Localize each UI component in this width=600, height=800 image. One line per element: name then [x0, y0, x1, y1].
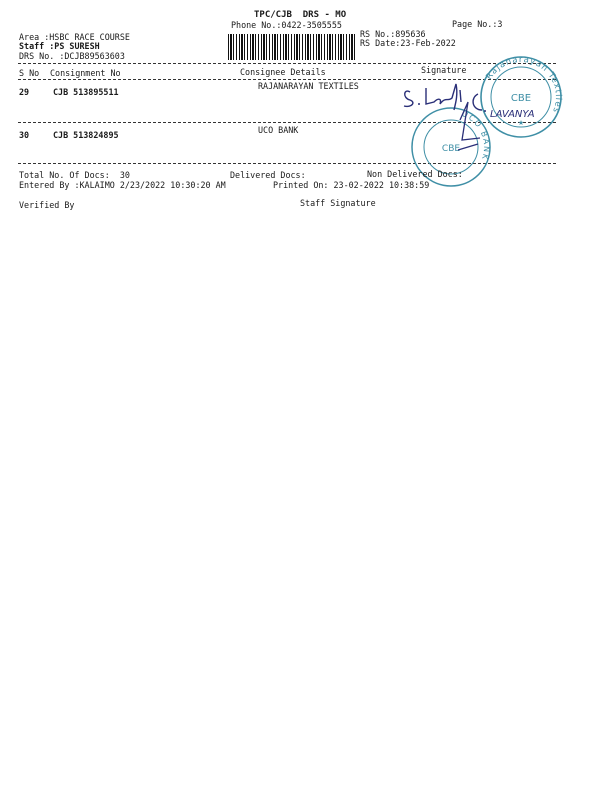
header-divider [18, 63, 556, 64]
area-label: Area :HSBC RACE COURSE [19, 32, 130, 42]
drs-number: DRS No. :DCJB89563603 [19, 51, 125, 61]
col-header-signature: Signature [421, 65, 467, 75]
svg-text:UCO BANK: UCO BANK [460, 109, 492, 162]
delivered-docs: Delivered Docs: [230, 170, 306, 180]
col-header-sno: S No [19, 68, 40, 78]
row-30-consignment: CJB 513824895 [53, 130, 119, 140]
row-30-sno: 30 [19, 130, 30, 140]
svg-text:★: ★ [517, 119, 525, 127]
row-30-consignee: UCO BANK [258, 125, 299, 135]
staff-signature-label: Staff Signature [300, 198, 376, 208]
total-docs: Total No. Of Docs: 30 [19, 170, 130, 180]
col-header-consignee: Consignee Details [240, 67, 326, 77]
verified-by-label: Verified By [19, 200, 75, 210]
row-29-consignment: CJB 513895511 [53, 87, 119, 97]
row-29-consignee: RAJANARAYAN TEXTILES [258, 81, 359, 91]
svg-text:LAVANYA: LAVANYA [490, 109, 535, 120]
phone-number: Phone No.:0422-3505555 [231, 20, 342, 30]
row-29-sno: 29 [19, 87, 30, 97]
svg-text:Rajanarayan Textiles: Rajanarayan Textiles [484, 54, 564, 115]
entered-by: Entered By :KALAIMO 2/23/2022 10:30:20 AM [19, 180, 226, 190]
staff-label: Staff :PS SURESH [19, 41, 100, 51]
svg-text:CBE: CBE [441, 144, 461, 154]
document-title: TPC/CJB DRS - MO [254, 10, 347, 20]
page-number: Page No.:3 [452, 19, 503, 29]
col-header-consignment: Consignment No [50, 68, 121, 78]
rs-number: RS No.:895636 [360, 29, 426, 39]
barcode [228, 34, 356, 60]
printed-on: Printed On: 23-02-2022 10:38:59 [273, 180, 430, 190]
rs-date: RS Date:23-Feb-2022 [360, 38, 456, 48]
svg-text:CBE: CBE [510, 93, 532, 104]
non-delivered-docs: Non Delivered Docs: [367, 169, 463, 179]
handwritten-signature [398, 80, 583, 180]
